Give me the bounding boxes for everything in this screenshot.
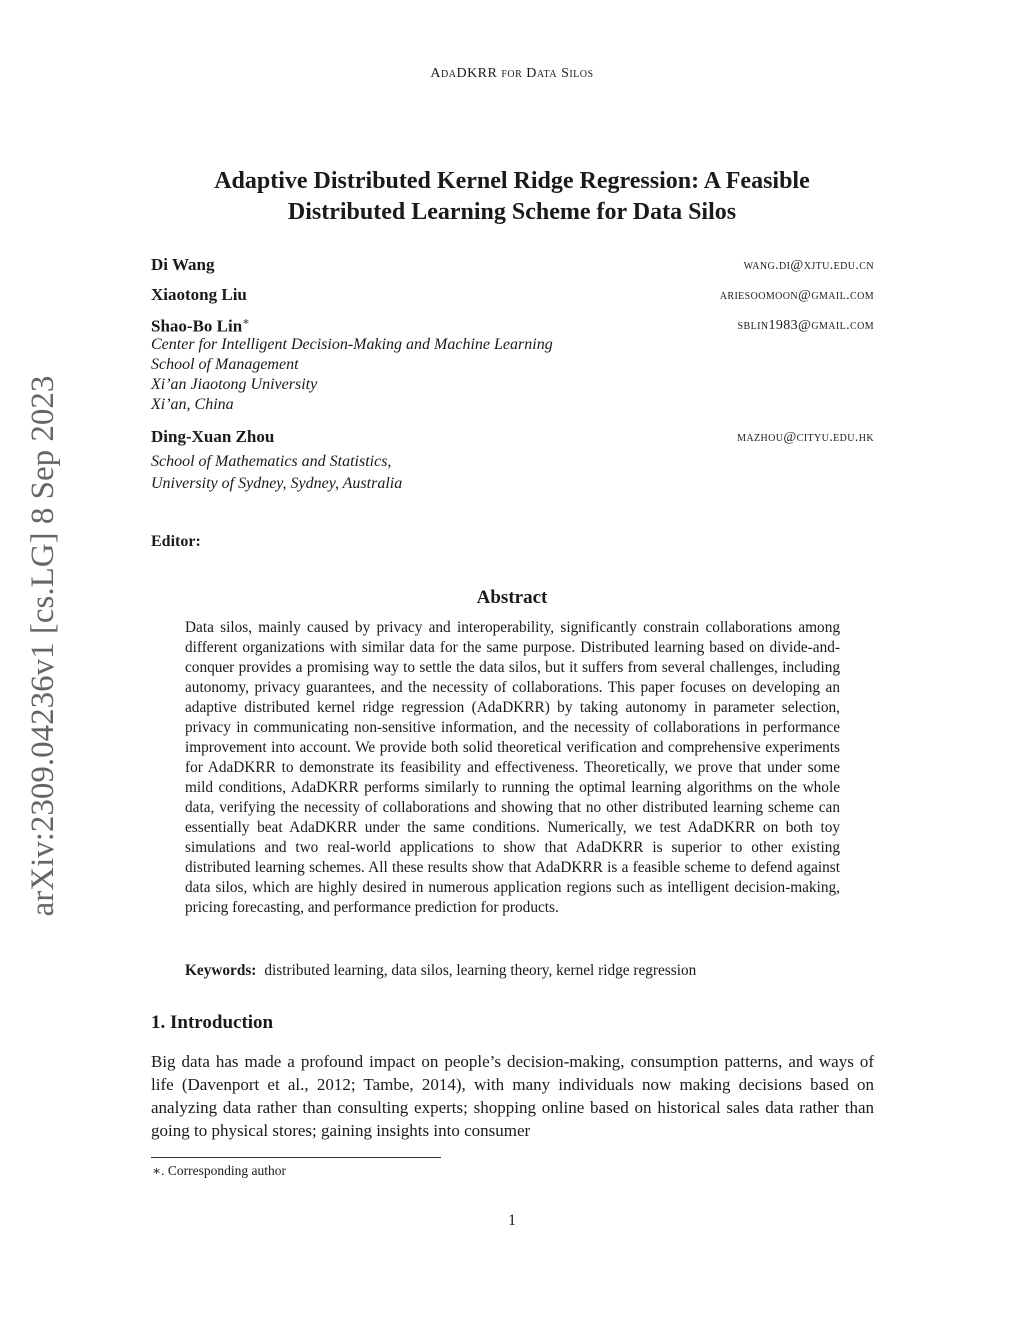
paper-title (120, 166, 904, 228)
affiliation-line: University of Sydney, Sydney, Australia (151, 475, 403, 492)
keywords-label: Keywords: (185, 962, 257, 979)
page-number: 1 (508, 1212, 516, 1229)
abstract-heading: Abstract (476, 587, 548, 608)
affiliation-line: Xi’an, China (151, 396, 234, 413)
author-name-di-wang: Di Wang (151, 255, 215, 274)
author-email-shao-bo-lin: sblin1983@gmail.com (737, 318, 874, 333)
author-name-ding-xuan-zhou: Ding-Xuan Zhou (151, 427, 275, 446)
footnote: ∗. Corresponding author (152, 1163, 287, 1178)
affiliation-sydney (151, 451, 402, 495)
keywords-text: distributed learning, data silos, learning theory, kernel ridge regression (264, 962, 697, 979)
affiliation-line: Center for Intelligent Decision-Making and Machine Learning (151, 336, 553, 353)
author-email-ding-xuan-zhou: mazhou@cityu.edu.hk (737, 430, 874, 445)
introduction-text: Big data has made a profound impact on people’s decision-making, consumption patterns, and ways of life (Davenport et al., 2012; Tambe, 2014), with many individuals now making decisions based on analyzing data rather than consulting experts; shopping online based on historical sales data rather than going to physical stores; gaining insights into consumer (151, 1052, 874, 1140)
author-email-xiaotong-liu: ariesoomoon@gmail.com (719, 288, 874, 303)
affiliation-line: School of Mathematics and Statistics, (151, 453, 392, 470)
footnote-divider (151, 1157, 441, 1158)
arxiv-stamp: arXiv:2309.04236v1 [cs.LG] 8 Sep 2023 (25, 375, 61, 917)
editor-label: Editor: (151, 533, 201, 550)
affiliation-line: School of Management (151, 356, 299, 373)
corresponding-marker: ∗ (242, 316, 250, 328)
running-head: AdaDKRR for Data Silos (430, 66, 594, 81)
abstract-text: Data silos, mainly caused by privacy and interoperability, significantly constrain collaborations among different organizations with similar data for the same purpose. Distributed learning based on divide-and-conquer provides a promising way to settle the data silos, but it suffers from several challenges, including autonomy, privacy guarantees, and the necessity of collaborations. This paper focuses on developing an adaptive distributed kernel ridge regression (AdaDKRR) by taking autonomy in parameter selection, privacy in communicating non-sensitive information, and the necessity of collaborations in performance improvement into account. We provide both solid theoretical verification and comprehensive experiments for AdaDKRR to demonstrate its feasibility and effectiveness. Theoretically, we prove that under some mild conditions, AdaDKRR performs similarly to running the optimal learning algorithms on the whole data, verifying the necessity of collaborations and showing that no other distributed learning scheme can essentially beat AdaDKRR under the same conditions. Numerically, we test AdaDKRR on both toy simulations and two real-world applications to show that AdaDKRR is superior to other existing distributed learning schemes. All these results show that AdaDKRR is a feasible scheme to defend against data silos, which are highly desired in numerous application regions such as intelligent decision-making, pricing forecasting, and performance prediction for products. (185, 619, 840, 916)
keywords (185, 961, 840, 981)
author-email-di-wang: wang.di@xjtu.edu.cn (743, 258, 874, 273)
affiliation-line: Xi’an Jiaotong University (151, 376, 318, 393)
affiliation-xjtu (151, 335, 553, 415)
author-block-shao-bo-lin (151, 315, 250, 337)
title-line-1: Adaptive Distributed Kernel Ridge Regression: A Feasible (214, 168, 810, 194)
author-name-shao-bo-lin: Shao-Bo Lin (151, 316, 243, 336)
title-line-2: Distributed Learning Scheme for Data Silos (287, 199, 737, 225)
section-heading-introduction: 1. Introduction (151, 1012, 274, 1033)
author-name-xiaotong-liu: Xiaotong Liu (151, 285, 247, 304)
